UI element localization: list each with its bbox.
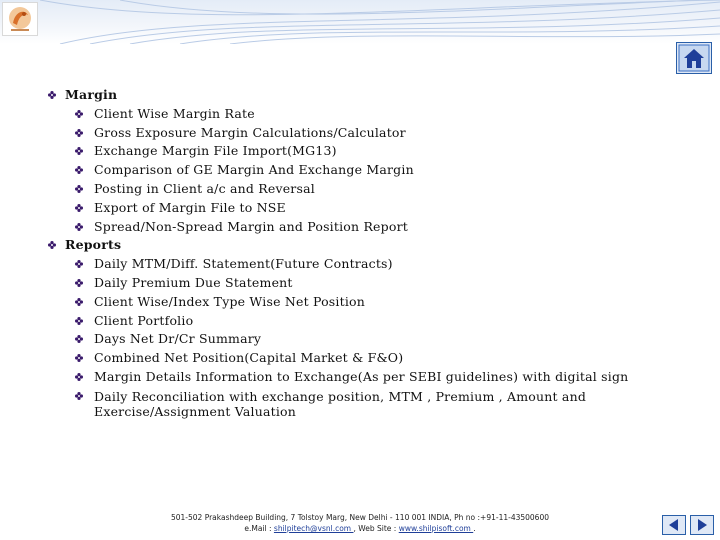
list-item: [48, 274, 688, 293]
list-item-text: Comparison of GE Margin And Exchange Margin: [94, 162, 414, 178]
diamond-bullet-icon: [75, 298, 83, 306]
section-heading-reports: [48, 236, 688, 255]
list-item: [48, 255, 688, 274]
section-title: Reports: [65, 237, 122, 253]
list-item-text: Margin Details Information to Exchange(As per SEBI guidelines) with digital sign: [94, 368, 629, 384]
company-logo: [2, 2, 38, 36]
next-slide-icon: [691, 516, 713, 534]
diamond-bullet-icon: [75, 354, 83, 362]
diamond-bullet-icon: [75, 185, 83, 193]
header-band: [0, 0, 720, 44]
list-item-text: Spread/Non-Spread Margin and Position Report: [94, 218, 408, 234]
list-item: [48, 142, 688, 161]
list-item: [48, 105, 688, 124]
list-item: [48, 199, 688, 218]
diamond-bullet-icon: [48, 241, 56, 249]
list-item: [48, 368, 688, 387]
email-label: e.Mail :: [244, 524, 272, 533]
list-item: [48, 330, 688, 349]
list-item-text: Days Net Dr/Cr Summary: [94, 331, 262, 347]
footer-contact: [0, 523, 720, 534]
section-heading-margin: [48, 86, 688, 105]
list-item: [48, 124, 688, 143]
company-logo-icon: [3, 3, 37, 35]
footer-end: .: [473, 524, 476, 533]
list-item: [48, 293, 688, 312]
list-item-text: Client Wise Margin Rate: [94, 105, 255, 121]
diamond-bullet-icon: [48, 91, 56, 99]
list-item: [48, 387, 688, 419]
list-item-text: Gross Exposure Margin Calculations/Calculator: [94, 124, 406, 140]
list-item: [48, 312, 688, 331]
footer: [0, 512, 720, 534]
list-item-text: Daily Premium Due Statement: [94, 274, 293, 290]
list-item-text: Exchange Margin File Import(MG13): [94, 143, 337, 159]
website-link[interactable]: www.shilpisoft.com: [398, 524, 474, 533]
email-link[interactable]: shilpitech@vsnl.com: [273, 524, 354, 533]
diamond-bullet-icon: [75, 279, 83, 287]
list-item-text: Daily Reconciliation with exchange position, MTM , Premium , Amount and Exercise/Assignment Valuation: [94, 388, 587, 419]
diamond-bullet-icon: [75, 223, 83, 231]
diamond-bullet-icon: [75, 373, 83, 381]
list-item-text: Client Wise/Index Type Wise Net Position: [94, 293, 366, 309]
diamond-bullet-icon: [75, 317, 83, 325]
list-item-text: Daily MTM/Diff. Statement(Future Contracts): [94, 256, 393, 272]
next-slide-button[interactable]: [690, 515, 714, 535]
list-item-text: Client Portfolio: [94, 312, 194, 328]
list-item-text: Export of Margin File to NSE: [94, 199, 286, 215]
list-item: [48, 218, 688, 237]
website-label: , Web Site :: [353, 524, 397, 533]
previous-slide-icon: [663, 516, 685, 534]
list-item: [48, 161, 688, 180]
home-icon: [677, 43, 711, 73]
diamond-bullet-icon: [75, 260, 83, 268]
header-swoosh-decoration: [0, 0, 720, 44]
diamond-bullet-icon: [75, 392, 83, 400]
diamond-bullet-icon: [75, 204, 83, 212]
previous-slide-button[interactable]: [662, 515, 686, 535]
slide-content: [48, 86, 688, 419]
diamond-bullet-icon: [75, 166, 83, 174]
footer-address: 501-502 Prakashdeep Building, 7 Tolstoy Marg, New Delhi - 110 001 INDIA, Ph no :+91-11-43500600: [170, 513, 550, 522]
home-button[interactable]: [676, 42, 712, 74]
list-item-text: Combined Net Position(Capital Market & F&O): [94, 350, 404, 366]
list-item-text: Posting in Client a/c and Reversal: [94, 180, 315, 196]
list-item: [48, 180, 688, 199]
diamond-bullet-icon: [75, 335, 83, 343]
diamond-bullet-icon: [75, 129, 83, 137]
section-title: Margin: [65, 87, 118, 102]
list-item: [48, 349, 688, 368]
diamond-bullet-icon: [75, 110, 83, 118]
diamond-bullet-icon: [75, 147, 83, 155]
